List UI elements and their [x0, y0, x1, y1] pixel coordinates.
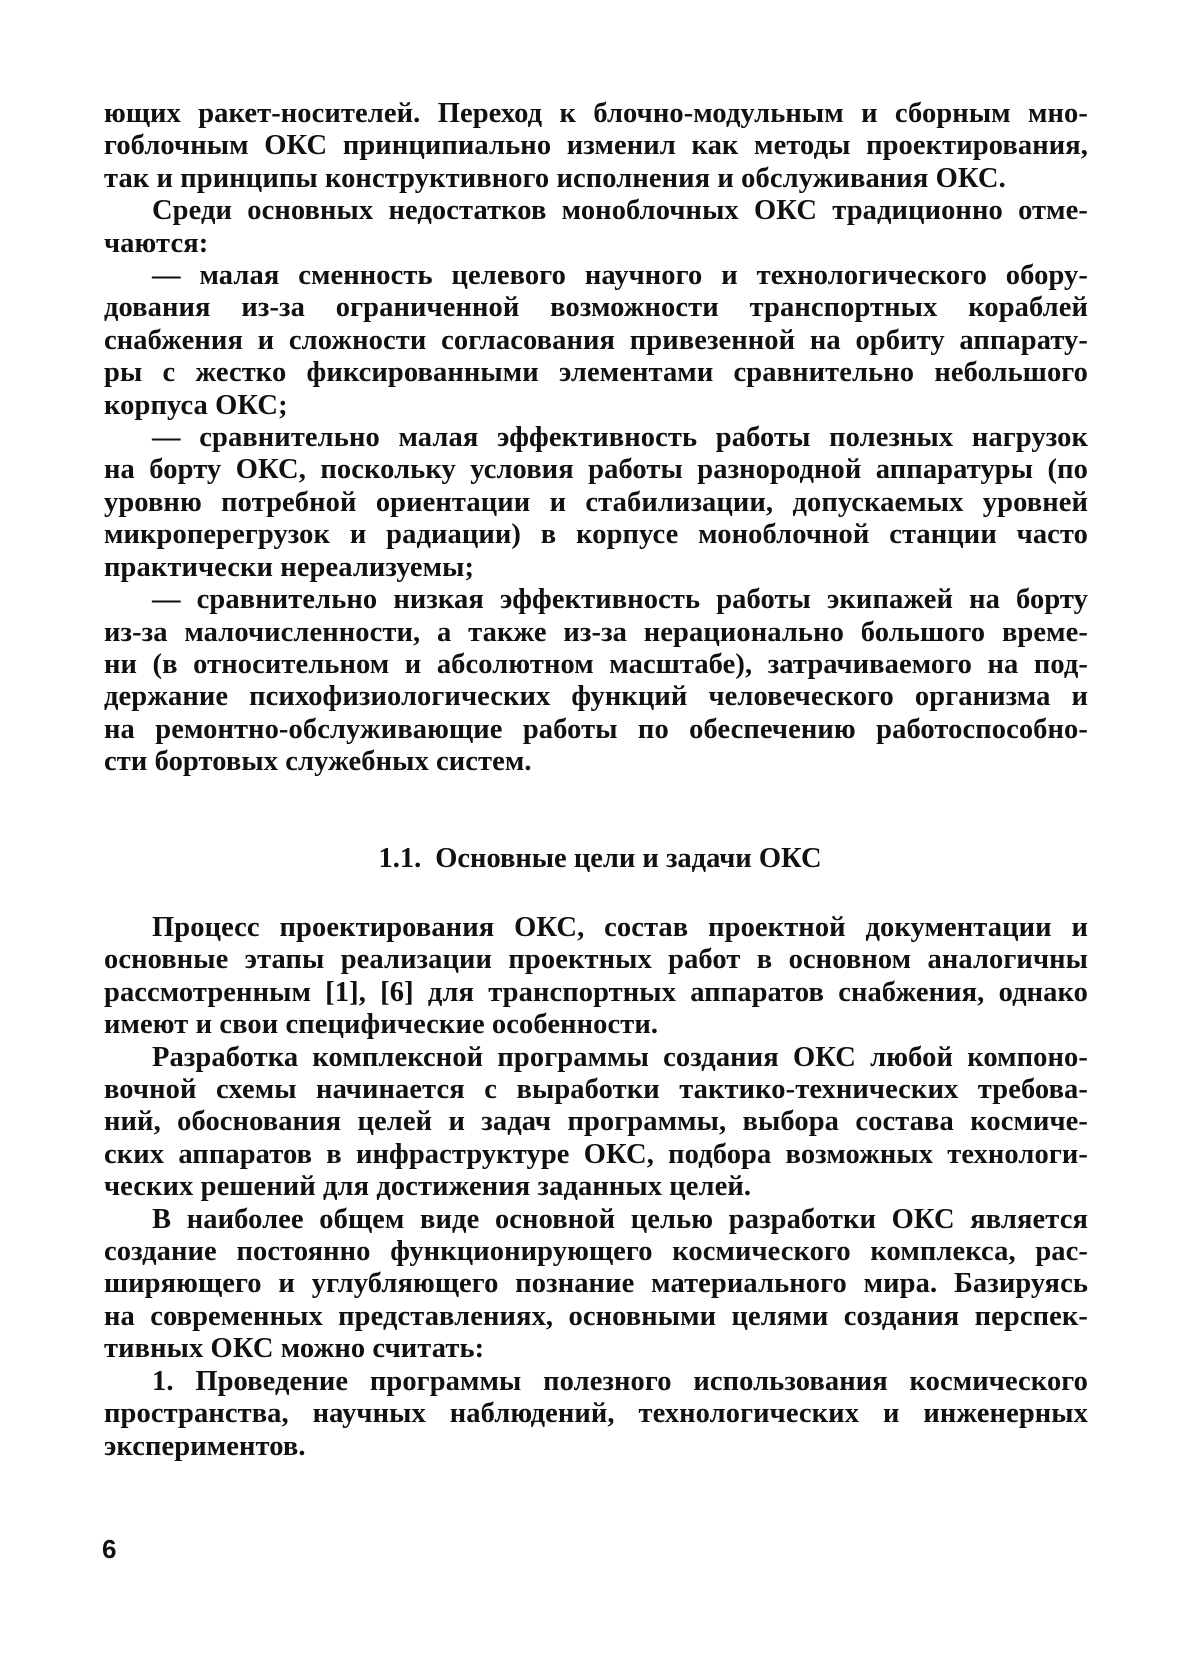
text-line: дования из-за ограниченной возможности транспортных кораблей: [104, 292, 1088, 324]
text-line: — сравнительно низкая эффективность работы экипажей на борту: [152, 584, 1088, 616]
text-line: уровню потребной ориентации и стабилизации, допускаемых уровней: [104, 486, 1088, 518]
text-line: чаются:: [104, 227, 209, 259]
text-line: создание постоянно функционирующего космического комплекса, рас-: [104, 1236, 1088, 1268]
text-line: рассмотренным [1], [6] для транспортных аппаратов снабжения, однако: [104, 976, 1088, 1008]
text-line: на современных представлениях, основными целями создания перспек-: [104, 1300, 1088, 1332]
text-line: тивных ОКС можно считать:: [104, 1333, 485, 1365]
text-line: пространства, научных наблюдений, технологических и инженерных: [104, 1398, 1088, 1430]
text-line: из-за малочисленности, а также из-за нерационально большого време-: [104, 616, 1088, 648]
text-line: гоблочным ОКС принципиально изменил как методы проектирования,: [104, 130, 1088, 162]
text-line: ческих решений для достижения заданных целей.: [104, 1171, 752, 1203]
text-line: В наиболее общем виде основной целью разработки ОКС является: [152, 1203, 1088, 1235]
text-line: сти бортовых служебных систем.: [104, 746, 532, 778]
text-line: имеют и свои специфические особенности.: [104, 1009, 659, 1041]
text-line: ских аппаратов в инфраструктуре ОКС, подбора возможных технологи-: [104, 1138, 1088, 1170]
text-line: ры с жестко фиксированными элементами сравнительно небольшого: [104, 357, 1088, 389]
text-block-section: [104, 912, 1088, 1463]
text-line: так и принципы конструктивного исполнения и обслуживания ОКС.: [104, 162, 1006, 194]
section-heading: [0, 843, 1200, 875]
text-line: практически нереализуемы;: [104, 551, 475, 583]
section-title: Основные цели и задачи ОКС: [435, 843, 822, 874]
text-line: 1. Проведение программы полезного использования космического: [152, 1365, 1088, 1397]
text-line: Процесс проектирования ОКС, состав проектной документации и: [152, 912, 1088, 943]
text-line: Разработка комплексной программы создания ОКС любой компоно-: [152, 1041, 1088, 1073]
text-line: ний, обоснования целей и задач программы, выбора состава космиче-: [104, 1106, 1088, 1138]
text-line: Среди основных недостатков моноблочных ОКС традиционно отме-: [152, 195, 1088, 227]
text-line: основные этапы реализации проектных работ в основном аналогичны: [104, 944, 1088, 976]
text-line: — малая сменность целевого научного и технологического обору-: [152, 260, 1088, 292]
text-line: экспериментов.: [104, 1430, 306, 1462]
text-line: ни (в относительном и абсолютном масштабе), затрачиваемого на под-: [104, 648, 1088, 680]
text-line: на борту ОКС, поскольку условия работы разнородной аппаратуры (по: [104, 454, 1088, 486]
text-line: ширяющего и углубляющего познание материального мира. Базируясь: [104, 1268, 1088, 1300]
text-line: микроперегрузок и радиации) в корпусе моноблочной станции часто: [104, 519, 1088, 551]
text-line: корпуса ОКС;: [104, 389, 288, 421]
text-line: ющих ракет-носителей. Переход к блочно-модульным и сборным мно-: [104, 98, 1088, 129]
text-line: держание психофизиологических функций человеческого организма и: [104, 681, 1088, 713]
text-line: на ремонтно-обслуживающие работы по обеспечению работоспособно-: [104, 713, 1088, 745]
section-number: 1.1.: [378, 843, 422, 874]
text-line: — сравнительно малая эффективность работы полезных нагрузок: [152, 422, 1088, 454]
text-line: снабжения и сложности согласования привезенной на орбиту аппарату-: [104, 324, 1088, 356]
text-line: вочной схемы начинается с выработки тактико-технических требова-: [104, 1074, 1088, 1106]
text-block-intro: [104, 98, 1088, 779]
page-number: 6: [102, 1534, 117, 1564]
